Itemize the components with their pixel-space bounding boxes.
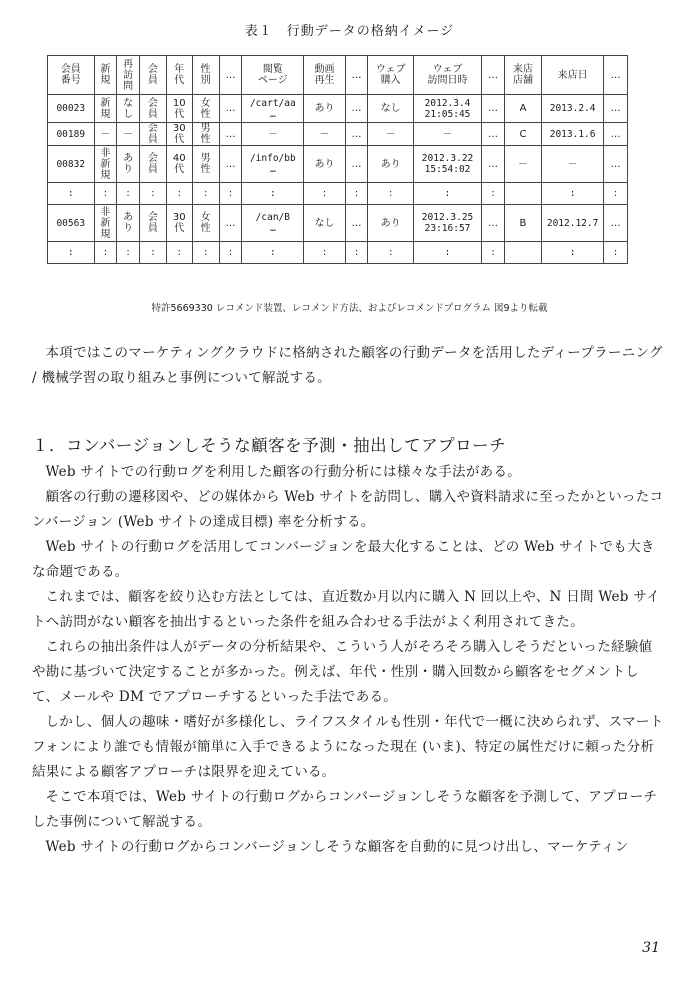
table-cell: 10 代: [166, 95, 192, 123]
body-paragraph: Web サイトでの行動ログを利用した顧客の行動分析には様々な手法がある。: [45, 464, 522, 480]
table-cell: 会 員: [139, 146, 166, 183]
table-cell: 女 性: [192, 205, 219, 242]
table-cell: 非 新 規: [94, 146, 117, 183]
table-cell: :: [94, 242, 117, 264]
table-cell: :: [368, 242, 413, 264]
table-cell: [504, 242, 541, 264]
table-header-cell: 会員 番号: [48, 56, 95, 95]
table-cell: /cart/aa …: [242, 95, 304, 123]
table-cell: :: [413, 242, 481, 264]
table-cell: …: [345, 205, 368, 242]
table-cell: 女 性: [192, 95, 219, 123]
table-cell: －: [504, 146, 541, 183]
table-header-cell: 会 員: [139, 56, 166, 95]
table-header-cell: 動画 再生: [304, 56, 345, 95]
table-cell: －: [368, 123, 413, 146]
table-cell: :: [192, 242, 219, 264]
table-cell: な し: [117, 95, 140, 123]
table-header-cell: 再 訪 問: [117, 56, 140, 95]
body-paragraph: 顧客の行動の遷移図や、どの媒体から Web サイトを訪問し、購入や資料請求に至ったかといったコンバージョン (Web サイトの達成目標) 率を分析する。: [32, 489, 664, 530]
table-cell: あ り: [117, 146, 140, 183]
table-cell: …: [604, 146, 628, 183]
table-cell: :: [219, 242, 242, 264]
table-cell: C: [504, 123, 541, 146]
table-cell: :: [242, 183, 304, 205]
table-cell: 会 員: [139, 95, 166, 123]
table-cell: :: [48, 242, 95, 264]
behavior-data-table: [47, 55, 628, 264]
table-cell: :: [304, 183, 345, 205]
table-cell: :: [345, 242, 368, 264]
body-paragraph: Web サイトの行動ログを活用してコンバージョンを最大化することは、どの Web サイトでも大きな命題である。: [32, 539, 655, 580]
body-paragraph: これらの抽出条件は人がデータの分析結果や、こういう人がそろそろ購入しそうだといった経験値や勘に基づいて決定することが多かった。例えば、年代・性別・購入回数から顧客をセグメントして、メールや DM でアプローチするといった手法である。: [32, 639, 653, 705]
table-cell: 2012.12.7: [542, 205, 604, 242]
table-row: [48, 242, 628, 264]
table-cell: 2012.3.22 15:54:02: [413, 146, 481, 183]
table-cell: －: [413, 123, 481, 146]
table-header-cell: 性 別: [192, 56, 219, 95]
table-cell: …: [482, 146, 505, 183]
table-cell: :: [542, 242, 604, 264]
table-cell: …: [219, 95, 242, 123]
table-cell: :: [166, 242, 192, 264]
section-heading: １．コンバージョンしそうな顧客を予測・抽出してアプローチ: [32, 436, 507, 455]
table-cell: /info/bb …: [242, 146, 304, 183]
body-paragraph: しかし、個人の趣味・嗜好が多様化し、ライフスタイルも性別・年代で一概に決められず、スマートフォンにより誰でも情報が簡単に入手できるようになった現在 (いま)、特定の属性だけに頼った分析結果による顧客アプローチは限界を迎えている。: [32, 714, 664, 780]
body-paragraph: これまでは、顧客を絞り込む方法としては、直近数か月以内に購入 N 回以上や、N 日間 Web サイトへ訪問がない顧客を抽出するといった条件を組み合わせる手法がよく利用されてきた。: [32, 589, 660, 630]
table-cell: …: [219, 205, 242, 242]
table-cell: …: [219, 123, 242, 146]
table-cell: なし: [304, 205, 345, 242]
intro-paragraph: [32, 341, 664, 391]
table-cell: －: [304, 123, 345, 146]
table-cell: :: [304, 242, 345, 264]
table-cell: 30 代: [166, 123, 192, 146]
table-cell: 00023: [48, 95, 95, 123]
table-row: [48, 183, 628, 205]
table-cell: 2013.1.6: [542, 123, 604, 146]
table-cell: B: [504, 205, 541, 242]
table-cell: 30 代: [166, 205, 192, 242]
table-header-cell: 年 代: [166, 56, 192, 95]
table-cell: :: [345, 183, 368, 205]
table-cell: 00189: [48, 123, 95, 146]
page-number: 31: [642, 940, 660, 956]
table-caption: 特許5669330 レコメンド装置、レコメンド方法、およびレコメンドプログラム 図9より転載: [151, 303, 548, 314]
table-header-cell: …: [482, 56, 505, 95]
body-paragraph: そこで本項では、Web サイトの行動ログからコンバージョンしそうな顧客を予測して、アプローチした事例について解説する。: [32, 789, 658, 830]
table-cell: あり: [304, 146, 345, 183]
table-cell: :: [139, 183, 166, 205]
table-cell: :: [604, 183, 628, 205]
table-cell: －: [542, 146, 604, 183]
table-cell: :: [604, 242, 628, 264]
intro-text: 本項ではこのマーケティングクラウドに格納された顧客の行動データを活用したディープラーニング / 機械学習の取り組みと事例について解説する。: [32, 345, 663, 386]
table-cell: －: [94, 123, 117, 146]
table-cell: 2012.3.4 21:05:45: [413, 95, 481, 123]
table-header-cell: ウェブ 購入: [368, 56, 413, 95]
table-cell: :: [48, 183, 95, 205]
table-cell: …: [482, 123, 505, 146]
table-title: 表１ 行動データの格納イメージ: [244, 24, 455, 39]
body-paragraph: Web サイトの行動ログからコンバージョンしそうな顧客を自動的に見つけ出し、マーケティン: [45, 839, 629, 855]
table-cell: あり: [304, 95, 345, 123]
table-cell: …: [604, 205, 628, 242]
table-cell: －: [242, 123, 304, 146]
table-cell: なし: [368, 95, 413, 123]
table-row: [48, 205, 628, 242]
table-header-cell: 閲覧 ページ: [242, 56, 304, 95]
table-row: [48, 146, 628, 183]
table-header-cell: ウェブ 訪問日時: [413, 56, 481, 95]
table-header-cell: 来店 店舗: [504, 56, 541, 95]
table-cell: :: [117, 183, 140, 205]
table-cell: …: [219, 146, 242, 183]
table-cell: :: [117, 242, 140, 264]
table-cell: :: [482, 242, 505, 264]
table-cell: …: [604, 95, 628, 123]
table-row: [48, 95, 628, 123]
table-cell: …: [345, 123, 368, 146]
table-header-row: [48, 56, 628, 95]
table-cell: 会 員: [139, 123, 166, 146]
table-header-cell: 来店日: [542, 56, 604, 95]
table-cell: …: [345, 146, 368, 183]
table-cell: :: [166, 183, 192, 205]
table-header-cell: …: [604, 56, 628, 95]
table-cell: …: [604, 123, 628, 146]
table-cell: :: [219, 183, 242, 205]
table-cell: :: [482, 183, 505, 205]
table-row: [48, 123, 628, 146]
table-cell: 非 新 規: [94, 205, 117, 242]
table-cell: …: [482, 205, 505, 242]
table-cell: :: [242, 242, 304, 264]
table-cell: :: [413, 183, 481, 205]
table-cell: :: [139, 242, 166, 264]
table-header-cell: 新 規: [94, 56, 117, 95]
table-cell: :: [94, 183, 117, 205]
table-cell: 新 規: [94, 95, 117, 123]
table-header-cell: …: [345, 56, 368, 95]
table-cell: 会 員: [139, 205, 166, 242]
table-cell: 00832: [48, 146, 95, 183]
table-cell: あ り: [117, 205, 140, 242]
table-cell: あり: [368, 146, 413, 183]
table-cell: 00563: [48, 205, 95, 242]
section-body: [32, 460, 664, 860]
table-cell: 2013.2.4: [542, 95, 604, 123]
table-cell: :: [192, 183, 219, 205]
table-cell: 男 性: [192, 146, 219, 183]
table-cell: /can/B …: [242, 205, 304, 242]
table-cell: 男 性: [192, 123, 219, 146]
table-cell: [504, 183, 541, 205]
table-cell: 2012.3.25 23:16:57: [413, 205, 481, 242]
table-cell: －: [117, 123, 140, 146]
table-cell: …: [482, 95, 505, 123]
table-header-cell: …: [219, 56, 242, 95]
table-cell: …: [345, 95, 368, 123]
table-cell: A: [504, 95, 541, 123]
table-cell: 40 代: [166, 146, 192, 183]
table-cell: あり: [368, 205, 413, 242]
table-cell: :: [542, 183, 604, 205]
table-cell: :: [368, 183, 413, 205]
